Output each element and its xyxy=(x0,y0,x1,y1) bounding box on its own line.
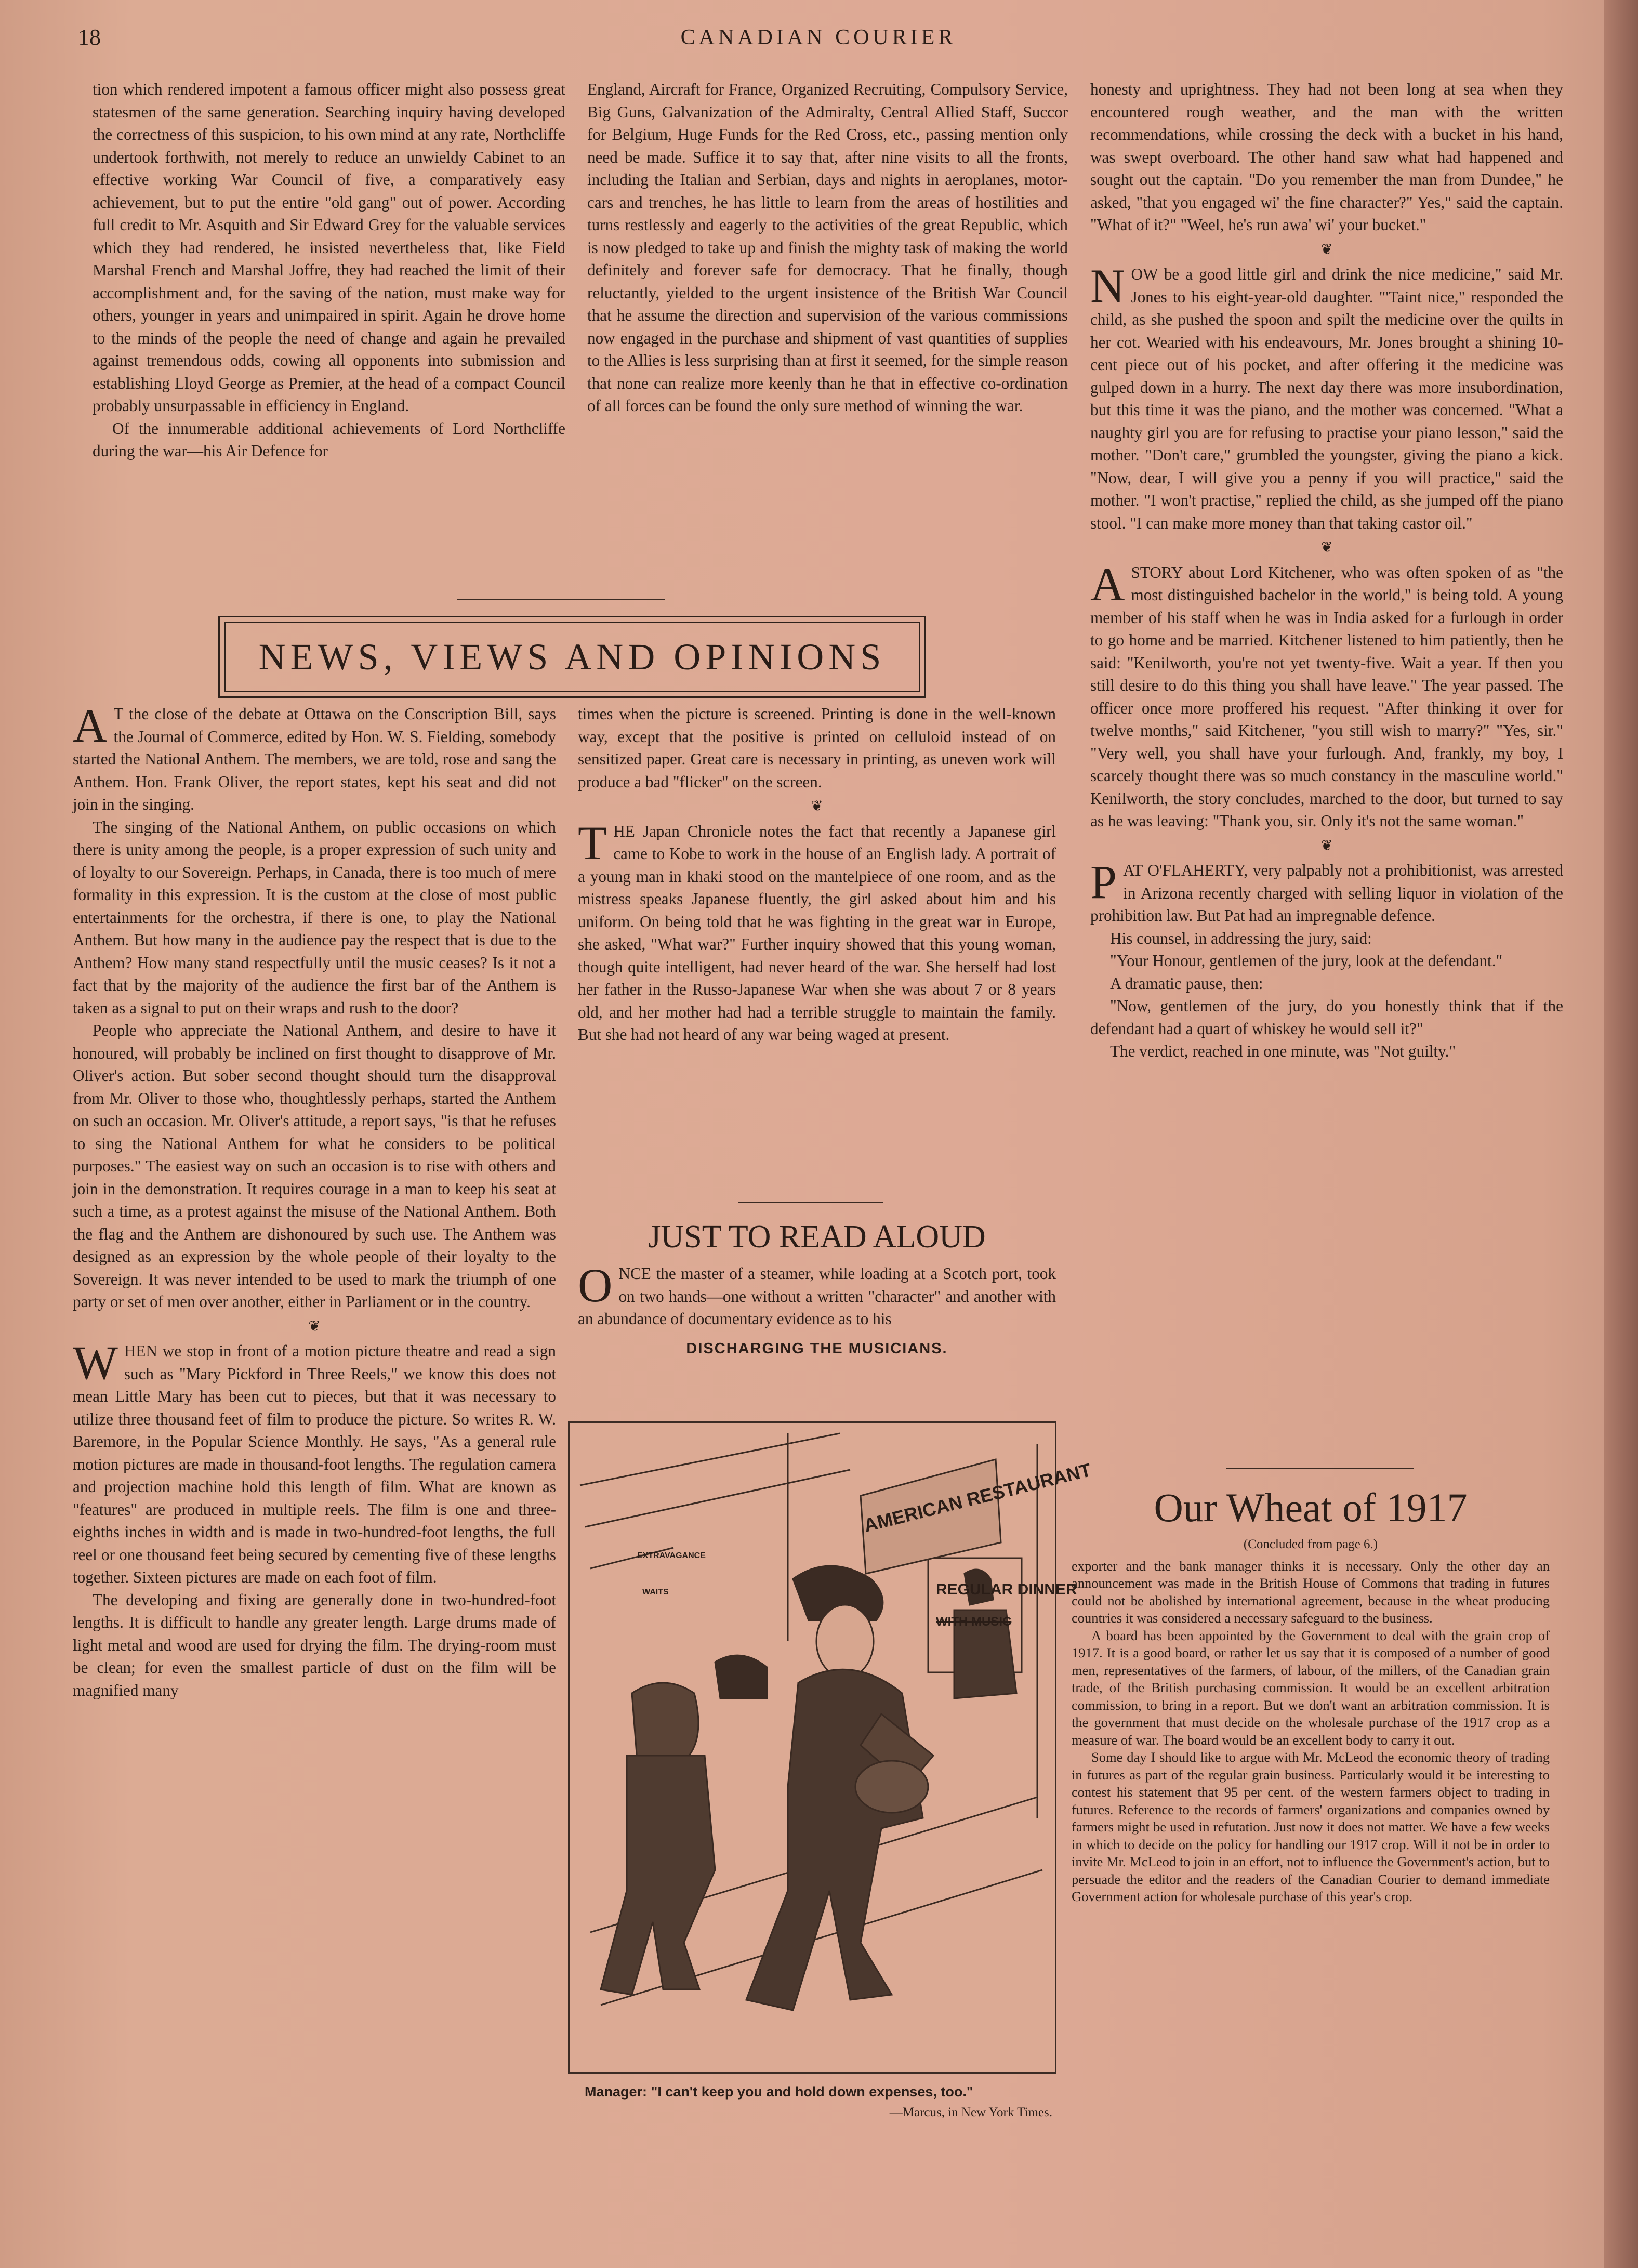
drop-cap: O xyxy=(578,1259,613,1312)
continuation-column-1 xyxy=(93,78,565,463)
article-paragraph: THE Japan Chronicle notes the fact that recently a Japanese girl came to Kobe to work in the house of an English lady. A portrait of a young man in khaki stood on the mantelpiece of one room, and as the mistress speaks Japanese fluently, the girl asked about him and his uniform. On being told that he was fighting in the great war in Europe, she asked, "What war?" Further inquiry showed that this young woman, though quite intelligent, had never heard of the war. She herself had lost her father in the Russo-Japanese War when she was about 7 or 8 years old, and her mother had had a terrible struggle to maintain the family. But she had not heard of any war being waged at present. xyxy=(578,816,1056,1044)
drop-cap: T xyxy=(578,816,607,869)
ornament-icon: ❦ xyxy=(1320,837,1333,854)
news-column-1 xyxy=(73,699,556,1702)
continuation-column-2 xyxy=(587,78,1068,417)
page-binding-edge xyxy=(1604,0,1638,2268)
divider-rule xyxy=(457,599,665,600)
drop-cap: A xyxy=(73,699,108,752)
article-paragraph: Some day I should like to argue with Mr. McLeod the economic theory of trading in futures as part of the regular grain business. Particularly would it be interesting to contest his statement that 95 per cent. of the western farmers object to trading in futures. Reference to the records of farmers' organizations and companies owned by farmers might be used in refutation. Just now it does not matter. We have a few weeks in which to decide on the policy for handling our 1917 crop. Will it not be in order to invite Mr. McLeod to join in an effort, not to influence the Government's action, but to persuade the editor and the readers of the Canadian Courier to demand immediate Government action for wholesale purchase of this year's crop. xyxy=(1072,1749,1550,1904)
ornament-icon: ❦ xyxy=(811,798,823,814)
cartoon-sign-music: WITH MUSIC xyxy=(936,1615,1012,1629)
article-paragraph: The verdict, reached in one minute, was "Not guilty." xyxy=(1110,1042,1456,1060)
cartoon-label: WAITS xyxy=(642,1588,669,1597)
wheat-article xyxy=(1072,1479,1550,1906)
publication-title: CANADIAN COURIER xyxy=(680,25,957,49)
drop-cap: N xyxy=(1090,259,1125,312)
article-paragraph: A board has been appointed by the Government to deal with the grain crop of 1917. It is a good board, or rather let us say that it is composed of a number of good men, representatives of the farmers, of labour, of the millers, of the Canadian grain trade, of the British purchasing commission. It would be an excellent arbitration commission, to bring in a report. But we don't want an arbitration commission. It is the government that must decide on the wholesale purchase of the 1917 crop as a measure of war. The board would be an excellent body to carry it out. xyxy=(1072,1627,1550,1748)
cartoon-illustration xyxy=(568,1421,1093,2074)
page-header xyxy=(78,24,1559,60)
news-column-2 xyxy=(578,703,1056,1046)
wheat-article-title: Our Wheat of 1917 xyxy=(1154,1485,1468,1530)
article-paragraph: "Now, gentlemen of the jury, do you honestly think that if the defendant had a quart of whiskey he would sell it?" xyxy=(1090,997,1563,1038)
continuation-paragraph: England, Aircraft for France, Organized Recruiting, Compulsory Service, Big Guns, Galvanization of the Admiralty, Central Allied Staff, Succor for Belgium, Huge Funds for the Red Cross, etc., passing mention only need be made. Suffice it to say that, after nine visits to all the fronts, including the Italian and Serbian, days and nights in aeroplanes, motor-cars and trenches, he has little to learn from the areas of hostilities and turns restlessly and eagerly to the activities of the great Republic, which is now pledged to take up and finish the mighty task of making the world definitely and forever safe for democracy. That he finally, though reluctantly, yielded to the urgent insistence of the British War Council that he assume the direction and supervision of the various commissions now engaged in the purchase and shipment of vast quantities of supplies to the Allies is less surprising than at first it seemed, for the simple reason that none can realize more keenly than he that in effective co-ordination of all forces can be found the only sure method of winning the war. xyxy=(587,80,1068,415)
section-banner xyxy=(218,616,926,698)
article-paragraph: The singing of the National Anthem, on public occasions on which there is unity among the people, is a proper expression of such unity and of loyalty to our Sovereign. Perhaps, in Canada, there is too much of mere formality in this expression. It is the custom at the close of most public entertainments for the orchestra, if there is one, to play the National Anthem. But how many in the audience pay the respect that is due to the Anthem? How many stand respectfully until the music ceases? Is it not a fact that by the majority of the audience the first bar of the Anthem is taken as a signal to put on their wraps and rush to the door? xyxy=(73,817,556,1017)
ornament-icon: ❦ xyxy=(1320,241,1333,258)
cartoon-sign-restaurant: AMERICAN RESTAURANT xyxy=(862,1459,1093,1536)
article-paragraph: ONCE the master of a steamer, while loading at a Scotch port, took on two hands—one without a written "character" and another with an abundance of documentary evidence as to his xyxy=(578,1259,1056,1328)
article-paragraph: honesty and uprightness. They had not been long at sea when they encountered rough weather, and the man with the written recommendations, while crossing the deck with a bucket in his hand, was swept overboard. The other hand saw what had happened and sought out the captain. "Do you remember the man from Dundee," he asked, "that you engaged wi' the fine character?" Yes," said the captain. "What of it?" "Weel, he's run awa' wi' your bucket." xyxy=(1090,80,1563,234)
page-number: 18 xyxy=(78,24,101,50)
article-paragraph: The developing and fixing are generally done in two-hundred-foot lengths. It is difficult to handle any greater length. Large drums made of light metal and wood are used for drying the film. The drying-room must be clean; for even the smallest particle of dust on the film will be magnified many xyxy=(73,1590,556,1699)
drop-cap: P xyxy=(1090,855,1117,908)
article-paragraph: NOW be a good little girl and drink the nice medicine," said Mr. Jones to his eight-year-old daughter. "'Taint nice," responded the child, as she pushed the spoon and spilt the medicine over the quilts in her cot. Wearied with his endeavours, Mr. Jones brought a shining 10-cent piece out of his pocket, and after offering it the medicine was gulped down in a hurry. The next day there was more insubordination, but this time it was the piano, and the mother was concerned. "What a naughty girl you are for refusing to practise your piano lesson," said the mother. "Don't care," grumbled the youngster, giving the piano a kick. "Now, dear, I will give you a penny if you will practice," said the mother. "I won't practise," replied the child, as she jumped off the piano stool. "I can make more money than that taking castor oil." xyxy=(1090,259,1563,532)
cartoon-title: DISCHARGING THE MUSICIANS. xyxy=(686,1340,948,1357)
drop-cap: A xyxy=(1090,557,1125,611)
cartoon-sign-dinner: REGULAR DINNER xyxy=(936,1581,1077,1598)
continued-note: (Concluded from page 6.) xyxy=(1243,1537,1378,1551)
banner-title: NEWS, VIEWS AND OPINIONS xyxy=(224,622,920,692)
right-column xyxy=(1090,78,1563,1063)
drop-cap: W xyxy=(73,1336,118,1389)
cartoon-label: EXTRAVAGANCE xyxy=(637,1551,706,1560)
ornament-icon: ❦ xyxy=(1320,539,1333,556)
article-paragraph: His counsel, in addressing the jury, said: xyxy=(1110,929,1372,947)
read-aloud-section xyxy=(578,1214,1056,1367)
article-paragraph: "Your Honour, gentlemen of the jury, look at the defendant." xyxy=(1110,952,1503,970)
article-paragraph: PAT O'FLAHERTY, very palpably not a prohibitionist, was arrested in Arizona recently charged with selling liquor in violation of the prohibition law. But Pat had an impregnable defence. xyxy=(1090,855,1563,925)
article-paragraph: People who appreciate the National Anthem, and desire to have it honoured, will probably be inclined on first thought to disapprove of Mr. Oliver's action. But sober second thought should turn the disapproval from Mr. Oliver to those who, thoughtlessly perhaps, started the Anthem on such an occasion. Mr. Oliver's attitude, a report says, "is that he refuses to sing the National Anthem for what he considers to be political purposes." The easiest way on such an occasion is to rise with others and join in the demonstration. It requires courage in a man to keep his seat at such a time, as a protest against the misuse of the National Anthem. Both the flag and the Anthem are dishonoured by such use. The Anthem was designed as an expression by the whole people of their loyalty to the Sovereign. It was never intended to be used to mark the triumph of one party or set of men over another, either in Parliament or in the country. xyxy=(73,1021,556,1311)
ornament-icon: ❦ xyxy=(308,1318,321,1335)
cartoon-caption: Manager: "I can't keep you and hold down expenses, too." xyxy=(585,2084,973,2100)
continuation-paragraph: Of the innumerable additional achievements of Lord Northcliffe during the war—his Air Defence for xyxy=(93,419,565,460)
cartoon-drawing xyxy=(570,1423,1093,2072)
article-paragraph: A T the close of the debate at Ottawa on the Conscription Bill, says the Journal of Commerce, edited by Hon. W. S. Fielding, somebody started the National Anthem. The members, we are told, rose and sang the Anthem. Hon. Frank Oliver, the report states, kept his seat and did not join in the singing. xyxy=(73,699,556,813)
article-paragraph: exporter and the bank manager thinks it is necessary. Only the other day an announcement was made in the British House of Commons that trading in futures could not be abolished by international agreement, because in the wheat producing countries it was considered a necessary safeguard to the business. xyxy=(1072,1558,1550,1626)
article-paragraph: A dramatic pause, then: xyxy=(1110,974,1263,993)
divider-rule xyxy=(1226,1468,1414,1469)
cartoon-credit: —Marcus, in New York Times. xyxy=(889,2105,1052,2119)
article-paragraph: WHEN we stop in front of a motion picture theatre and read a sign such as "Mary Pickford in Three Reels," we know this does not mean Little Mary has been cut to pieces, but that it was necessary to utilize three thousand feet of film to produce the picture. So writes R. W. Baremore, in the Popular Science Monthly. He says, "As a general rule motion pictures are made in thousand-foot lengths. The regulation camera and projection machine hold this length of film. What are known as "features" are produced in multiple reels. The film is one and three-eighths inches in width and is made in two-hundred-foot lengths, the full reel or one thousand feet being secured by cementing five of these lengths together. Sixteen pictures are made on each foot of film. xyxy=(73,1336,556,1586)
cartoon-caption-block xyxy=(585,2081,1052,2123)
article-paragraph: ASTORY about Lord Kitchener, who was often spoken of as "the most distinguished bachelor in the world," is being told. A young member of his staff when he was in India asked for a furlough in order to go home and be married. Kitchener listened to him patiently, then he said: "Kenilworth, you're not yet twenty-five. Wait a year. If then you still desire to do this thing you shall have leave." The year passed. The officer once more proffered his request. "After thinking it over for twelve months," said Kitchener, "you still wish to marry?" "Yes, sir." "Very well, you shall have your furlough. And, frankly, my boy, I scarcely thought there was so much constancy in the masculine world." Kenilworth, the story concludes, marched to the door, but turned to say as he was leaving: "Thank you, sir. Only it's not the same woman." xyxy=(1090,557,1563,830)
article-paragraph: times when the picture is screened. Printing is done in the well-known way, except that the positive is printed on celluloid instead of on sensitized paper. Great care is necessary in printing, as uneven work will produce a bad "flicker" on the screen. xyxy=(578,705,1056,791)
continuation-paragraph: tion which rendered impotent a famous officer might also possess great statesmen of the same generation. Searching inquiry having developed the correctness of this suspicion, to his own mind at any rate, Northcliffe undertook forthwith, not merely to reduce an unwieldy Cabinet to an effective working War Council of five, a comparatively easy achievement, but to put the entire "old gang" out of power. According full credit to Mr. Asquith and Sir Edward Grey for the valuable services which they had rendered, he insisted nevertheless that, like Field Marshal French and Marshal Joffre, they had reached the limit of their accomplishment and, for the saving of the nation, must make way for others, younger in years and unimpaired in spirit. Again he drove home to the minds of the people the need of change and again he prevailed against tremendous odds, cowing all opponents into submission and establishing Lloyd George as Premier, at the head of a compact Council probably unsurpassable in efficiency in England. xyxy=(93,80,565,415)
divider-rule xyxy=(738,1202,883,1203)
section-title: JUST TO READ ALOUD xyxy=(648,1219,986,1255)
